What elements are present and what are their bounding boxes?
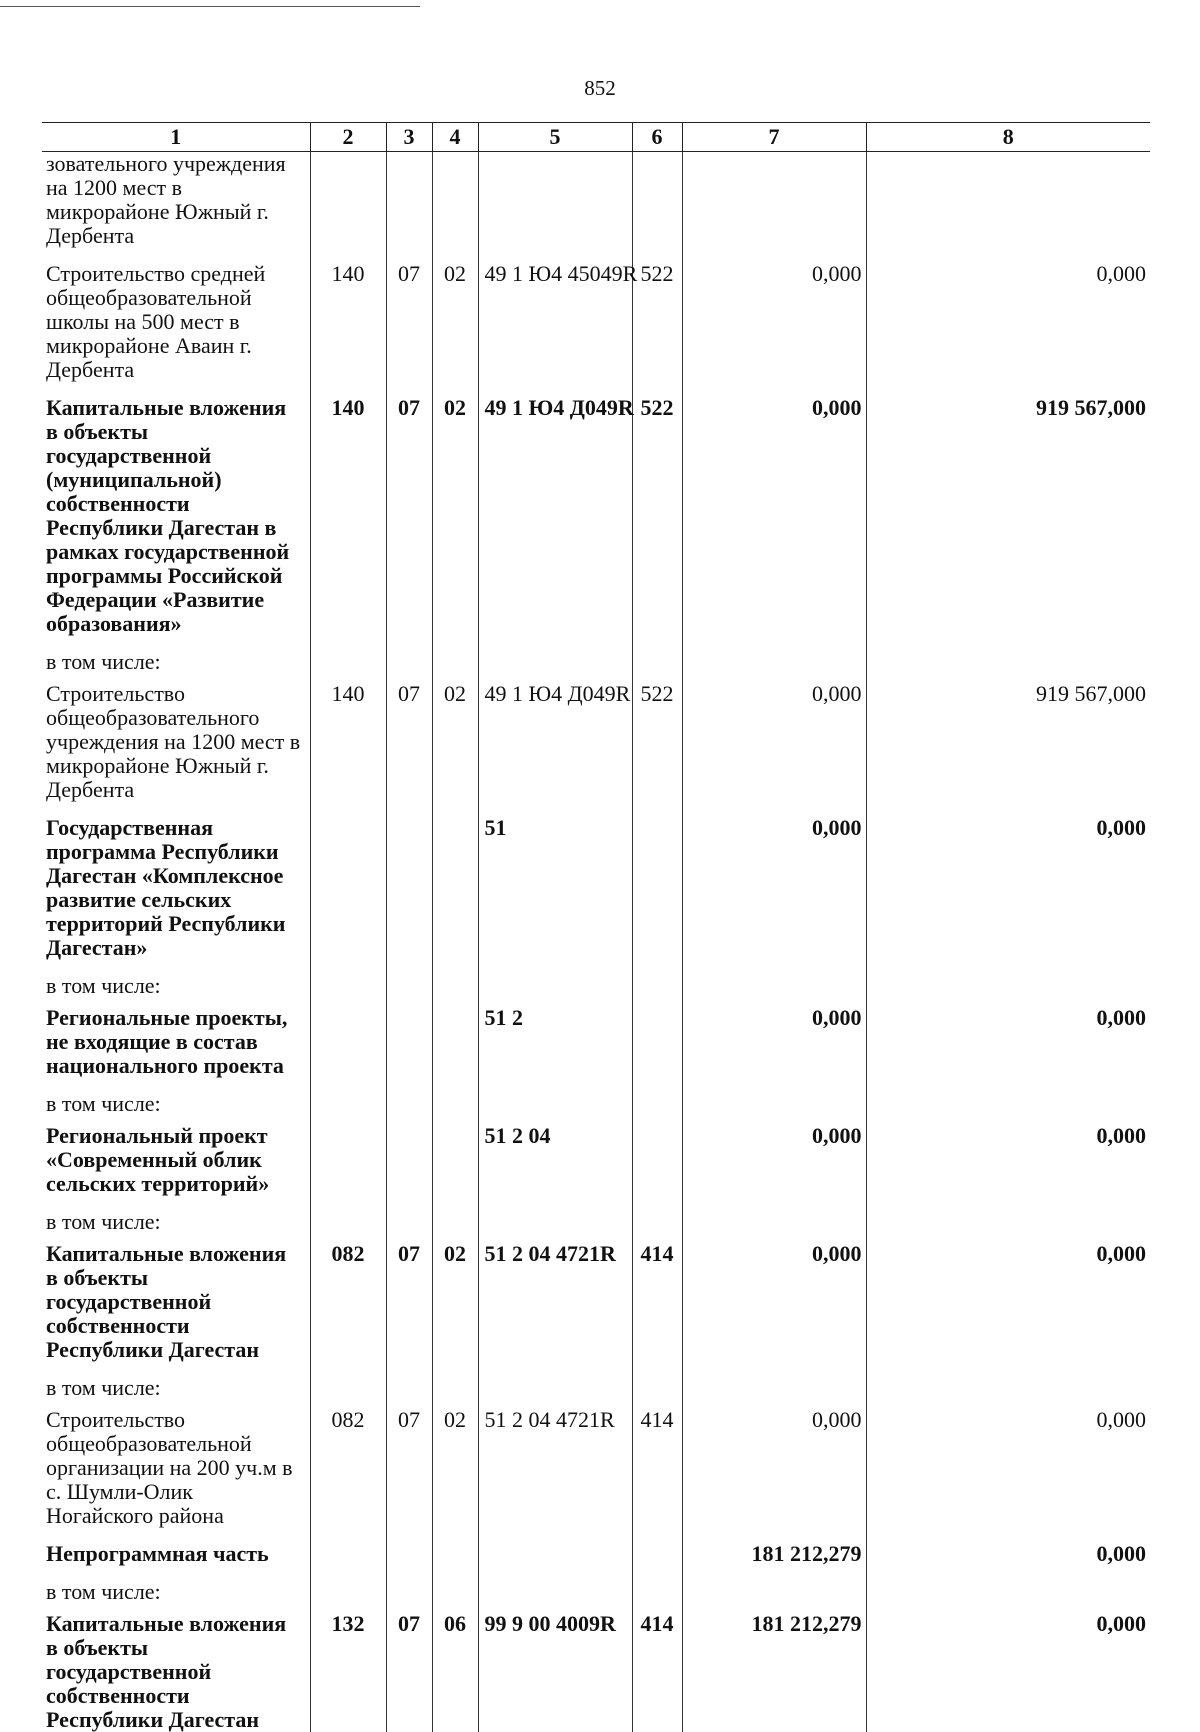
cell-col3 xyxy=(386,974,432,1006)
cell-amount-7: 0,000 xyxy=(682,1408,866,1542)
cell-amount-7 xyxy=(682,650,866,682)
cell-col4 xyxy=(432,650,478,682)
column-header: 3 xyxy=(386,123,432,152)
cell-code: 51 2 04 4721R xyxy=(478,1408,632,1542)
cell-code xyxy=(478,1092,632,1124)
cell-col4: 02 xyxy=(432,262,478,396)
cell-col3: 07 xyxy=(386,682,432,816)
cell-code: 51 2 04 xyxy=(478,1124,632,1210)
cell-col2 xyxy=(310,1210,386,1242)
cell-code xyxy=(478,650,632,682)
cell-code: 51 xyxy=(478,816,632,974)
cell-code xyxy=(478,152,632,263)
cell-col6: 414 xyxy=(632,1242,682,1376)
cell-amount-7: 181 212,279 xyxy=(682,1612,866,1732)
table-row xyxy=(42,1006,1150,1092)
cell-col2 xyxy=(310,1124,386,1210)
cell-amount-8: 0,000 xyxy=(866,1612,1150,1732)
cell-col6: 414 xyxy=(632,1612,682,1732)
cell-col6 xyxy=(632,1376,682,1408)
cell-col2: 140 xyxy=(310,682,386,816)
cell-col3: 07 xyxy=(386,1408,432,1542)
cell-col4 xyxy=(432,974,478,1006)
cell-col2: 082 xyxy=(310,1242,386,1376)
cell-amount-7: 0,000 xyxy=(682,816,866,974)
cell-col2 xyxy=(310,1376,386,1408)
cell-col3 xyxy=(386,1092,432,1124)
cell-col2: 140 xyxy=(310,396,386,650)
cell-amount-8: 0,000 xyxy=(866,1124,1150,1210)
cell-amount-7: 0,000 xyxy=(682,1242,866,1376)
cell-col3: 07 xyxy=(386,262,432,396)
cell-amount-8: 919 567,000 xyxy=(866,682,1150,816)
cell-col2 xyxy=(310,1006,386,1092)
row-name: Строительство общеобразовательной организации на 200 уч.м в с. Шумли-Олик Ногайского района xyxy=(42,1408,310,1542)
cell-col3 xyxy=(386,1124,432,1210)
table-row xyxy=(42,262,1150,396)
cell-code: 51 2 xyxy=(478,1006,632,1092)
column-header: 5 xyxy=(478,123,632,152)
cell-amount-8: 0,000 xyxy=(866,1242,1150,1376)
cell-amount-8 xyxy=(866,1580,1150,1612)
cell-amount-7 xyxy=(682,974,866,1006)
table-body xyxy=(42,152,1150,1732)
cell-amount-7: 0,000 xyxy=(682,262,866,396)
cell-col2: 132 xyxy=(310,1612,386,1732)
cell-col6 xyxy=(632,650,682,682)
cell-code xyxy=(478,1580,632,1612)
cell-col3 xyxy=(386,1376,432,1408)
cell-col6: 414 xyxy=(632,1408,682,1542)
table-row xyxy=(42,1210,1150,1242)
table-row xyxy=(42,1092,1150,1124)
column-header: 1 xyxy=(42,123,310,152)
table-row xyxy=(42,974,1150,1006)
cell-col3: 07 xyxy=(386,1242,432,1376)
cell-code: 49 1 Ю4 45049R xyxy=(478,262,632,396)
column-header: 2 xyxy=(310,123,386,152)
cell-col4 xyxy=(432,1376,478,1408)
cell-col2 xyxy=(310,974,386,1006)
row-name: Строительство общеобразовательного учреждения на 1200 мест в микрорайоне Южный г. Дербента xyxy=(42,682,310,816)
cell-amount-8 xyxy=(866,1210,1150,1242)
cell-amount-7 xyxy=(682,1580,866,1612)
table-row xyxy=(42,396,1150,650)
cell-col4 xyxy=(432,816,478,974)
cell-col6 xyxy=(632,1092,682,1124)
row-name: зовательного учреждения на 1200 мест в микрорайоне Южный г. Дербента xyxy=(42,152,310,263)
row-name: Капитальные вложения в объекты государственной собственности Республики Дагестан xyxy=(42,1242,310,1376)
cell-code: 51 2 04 4721R xyxy=(478,1242,632,1376)
table-row xyxy=(42,1612,1150,1732)
row-name: в том числе: xyxy=(42,650,310,682)
cell-col4: 02 xyxy=(432,1242,478,1376)
column-header: 7 xyxy=(682,123,866,152)
cell-col6 xyxy=(632,152,682,263)
column-header: 6 xyxy=(632,123,682,152)
row-name: Региональный проект «Современный облик сельских территорий» xyxy=(42,1124,310,1210)
cell-amount-7 xyxy=(682,152,866,263)
cell-col6 xyxy=(632,1006,682,1092)
column-header: 8 xyxy=(866,123,1150,152)
cell-col2 xyxy=(310,1092,386,1124)
cell-amount-8: 919 567,000 xyxy=(866,396,1150,650)
table-row xyxy=(42,682,1150,816)
cell-col6 xyxy=(632,1124,682,1210)
cell-amount-8: 0,000 xyxy=(866,816,1150,974)
cell-amount-8 xyxy=(866,152,1150,263)
row-name: в том числе: xyxy=(42,1580,310,1612)
column-header: 4 xyxy=(432,123,478,152)
cell-code: 49 1 Ю4 Д049R xyxy=(478,396,632,650)
cell-col3 xyxy=(386,1006,432,1092)
budget-table xyxy=(42,122,1150,1732)
row-name: Непрограммная часть xyxy=(42,1542,310,1580)
cell-amount-7 xyxy=(682,1376,866,1408)
cell-col4: 02 xyxy=(432,682,478,816)
row-name: в том числе: xyxy=(42,1376,310,1408)
cell-col4 xyxy=(432,1092,478,1124)
cell-amount-8 xyxy=(866,1376,1150,1408)
table-row xyxy=(42,1580,1150,1612)
cell-col4 xyxy=(432,1124,478,1210)
cell-amount-8: 0,000 xyxy=(866,1006,1150,1092)
cell-code xyxy=(478,1542,632,1580)
cell-col6 xyxy=(632,1210,682,1242)
cell-amount-8: 0,000 xyxy=(866,262,1150,396)
table-row xyxy=(42,1124,1150,1210)
row-name: Строительство средней общеобразовательной школы на 500 мест в микрорайоне Аваин г. Дербента xyxy=(42,262,310,396)
cell-amount-8 xyxy=(866,1092,1150,1124)
table-row xyxy=(42,1242,1150,1376)
row-name: Капитальные вложения в объекты государственной (муниципальной) собственности Республики Дагестан в рамках государственной программы Российской Федерации «Развитие образования» xyxy=(42,396,310,650)
cell-col3 xyxy=(386,1210,432,1242)
cell-col2 xyxy=(310,1580,386,1612)
cell-col6: 522 xyxy=(632,262,682,396)
cell-amount-7: 0,000 xyxy=(682,682,866,816)
cell-amount-7: 0,000 xyxy=(682,1124,866,1210)
cell-col4 xyxy=(432,1006,478,1092)
cell-col3 xyxy=(386,1542,432,1580)
cell-amount-7 xyxy=(682,1210,866,1242)
cell-code xyxy=(478,1376,632,1408)
cell-col4: 06 xyxy=(432,1612,478,1732)
cell-col6 xyxy=(632,974,682,1006)
table-row xyxy=(42,1542,1150,1580)
cell-amount-7: 0,000 xyxy=(682,1006,866,1092)
cell-amount-8 xyxy=(866,650,1150,682)
cell-col6 xyxy=(632,816,682,974)
cell-col2: 140 xyxy=(310,262,386,396)
table-row xyxy=(42,152,1150,263)
table-row xyxy=(42,650,1150,682)
row-name: в том числе: xyxy=(42,1092,310,1124)
cell-col2: 082 xyxy=(310,1408,386,1542)
table-header-row xyxy=(42,123,1150,152)
cell-amount-8 xyxy=(866,974,1150,1006)
scan-edge-line xyxy=(0,6,420,7)
cell-col2 xyxy=(310,650,386,682)
cell-col2 xyxy=(310,152,386,263)
cell-col3 xyxy=(386,816,432,974)
cell-amount-7 xyxy=(682,1092,866,1124)
row-name: в том числе: xyxy=(42,974,310,1006)
cell-col4 xyxy=(432,1580,478,1612)
cell-col2 xyxy=(310,1542,386,1580)
cell-col6 xyxy=(632,1580,682,1612)
cell-col3 xyxy=(386,152,432,263)
cell-col4: 02 xyxy=(432,1408,478,1542)
table-row xyxy=(42,1408,1150,1542)
cell-col6: 522 xyxy=(632,682,682,816)
cell-code xyxy=(478,974,632,1006)
table-row xyxy=(42,1376,1150,1408)
row-name: Капитальные вложения в объекты государственной собственности Республики Дагестан xyxy=(42,1612,310,1732)
cell-code xyxy=(478,1210,632,1242)
cell-amount-8: 0,000 xyxy=(866,1542,1150,1580)
cell-code: 49 1 Ю4 Д049R xyxy=(478,682,632,816)
cell-col3: 07 xyxy=(386,1612,432,1732)
cell-col4 xyxy=(432,1542,478,1580)
cell-amount-7: 181 212,279 xyxy=(682,1542,866,1580)
row-name: Государственная программа Республики Дагестан «Комплексное развитие сельских территорий Республики Дагестан» xyxy=(42,816,310,974)
cell-col6: 522 xyxy=(632,396,682,650)
cell-col3 xyxy=(386,1580,432,1612)
cell-col2 xyxy=(310,816,386,974)
cell-amount-7: 0,000 xyxy=(682,396,866,650)
cell-col3 xyxy=(386,650,432,682)
cell-col4: 02 xyxy=(432,396,478,650)
cell-col3: 07 xyxy=(386,396,432,650)
cell-col4 xyxy=(432,1210,478,1242)
row-name: Региональные проекты, не входящие в состав национального проекта xyxy=(42,1006,310,1092)
cell-amount-8: 0,000 xyxy=(866,1408,1150,1542)
cell-col6 xyxy=(632,1542,682,1580)
page-number: 852 xyxy=(0,76,1200,101)
row-name: в том числе: xyxy=(42,1210,310,1242)
cell-code: 99 9 00 4009R xyxy=(478,1612,632,1732)
table-row xyxy=(42,816,1150,974)
cell-col4 xyxy=(432,152,478,263)
